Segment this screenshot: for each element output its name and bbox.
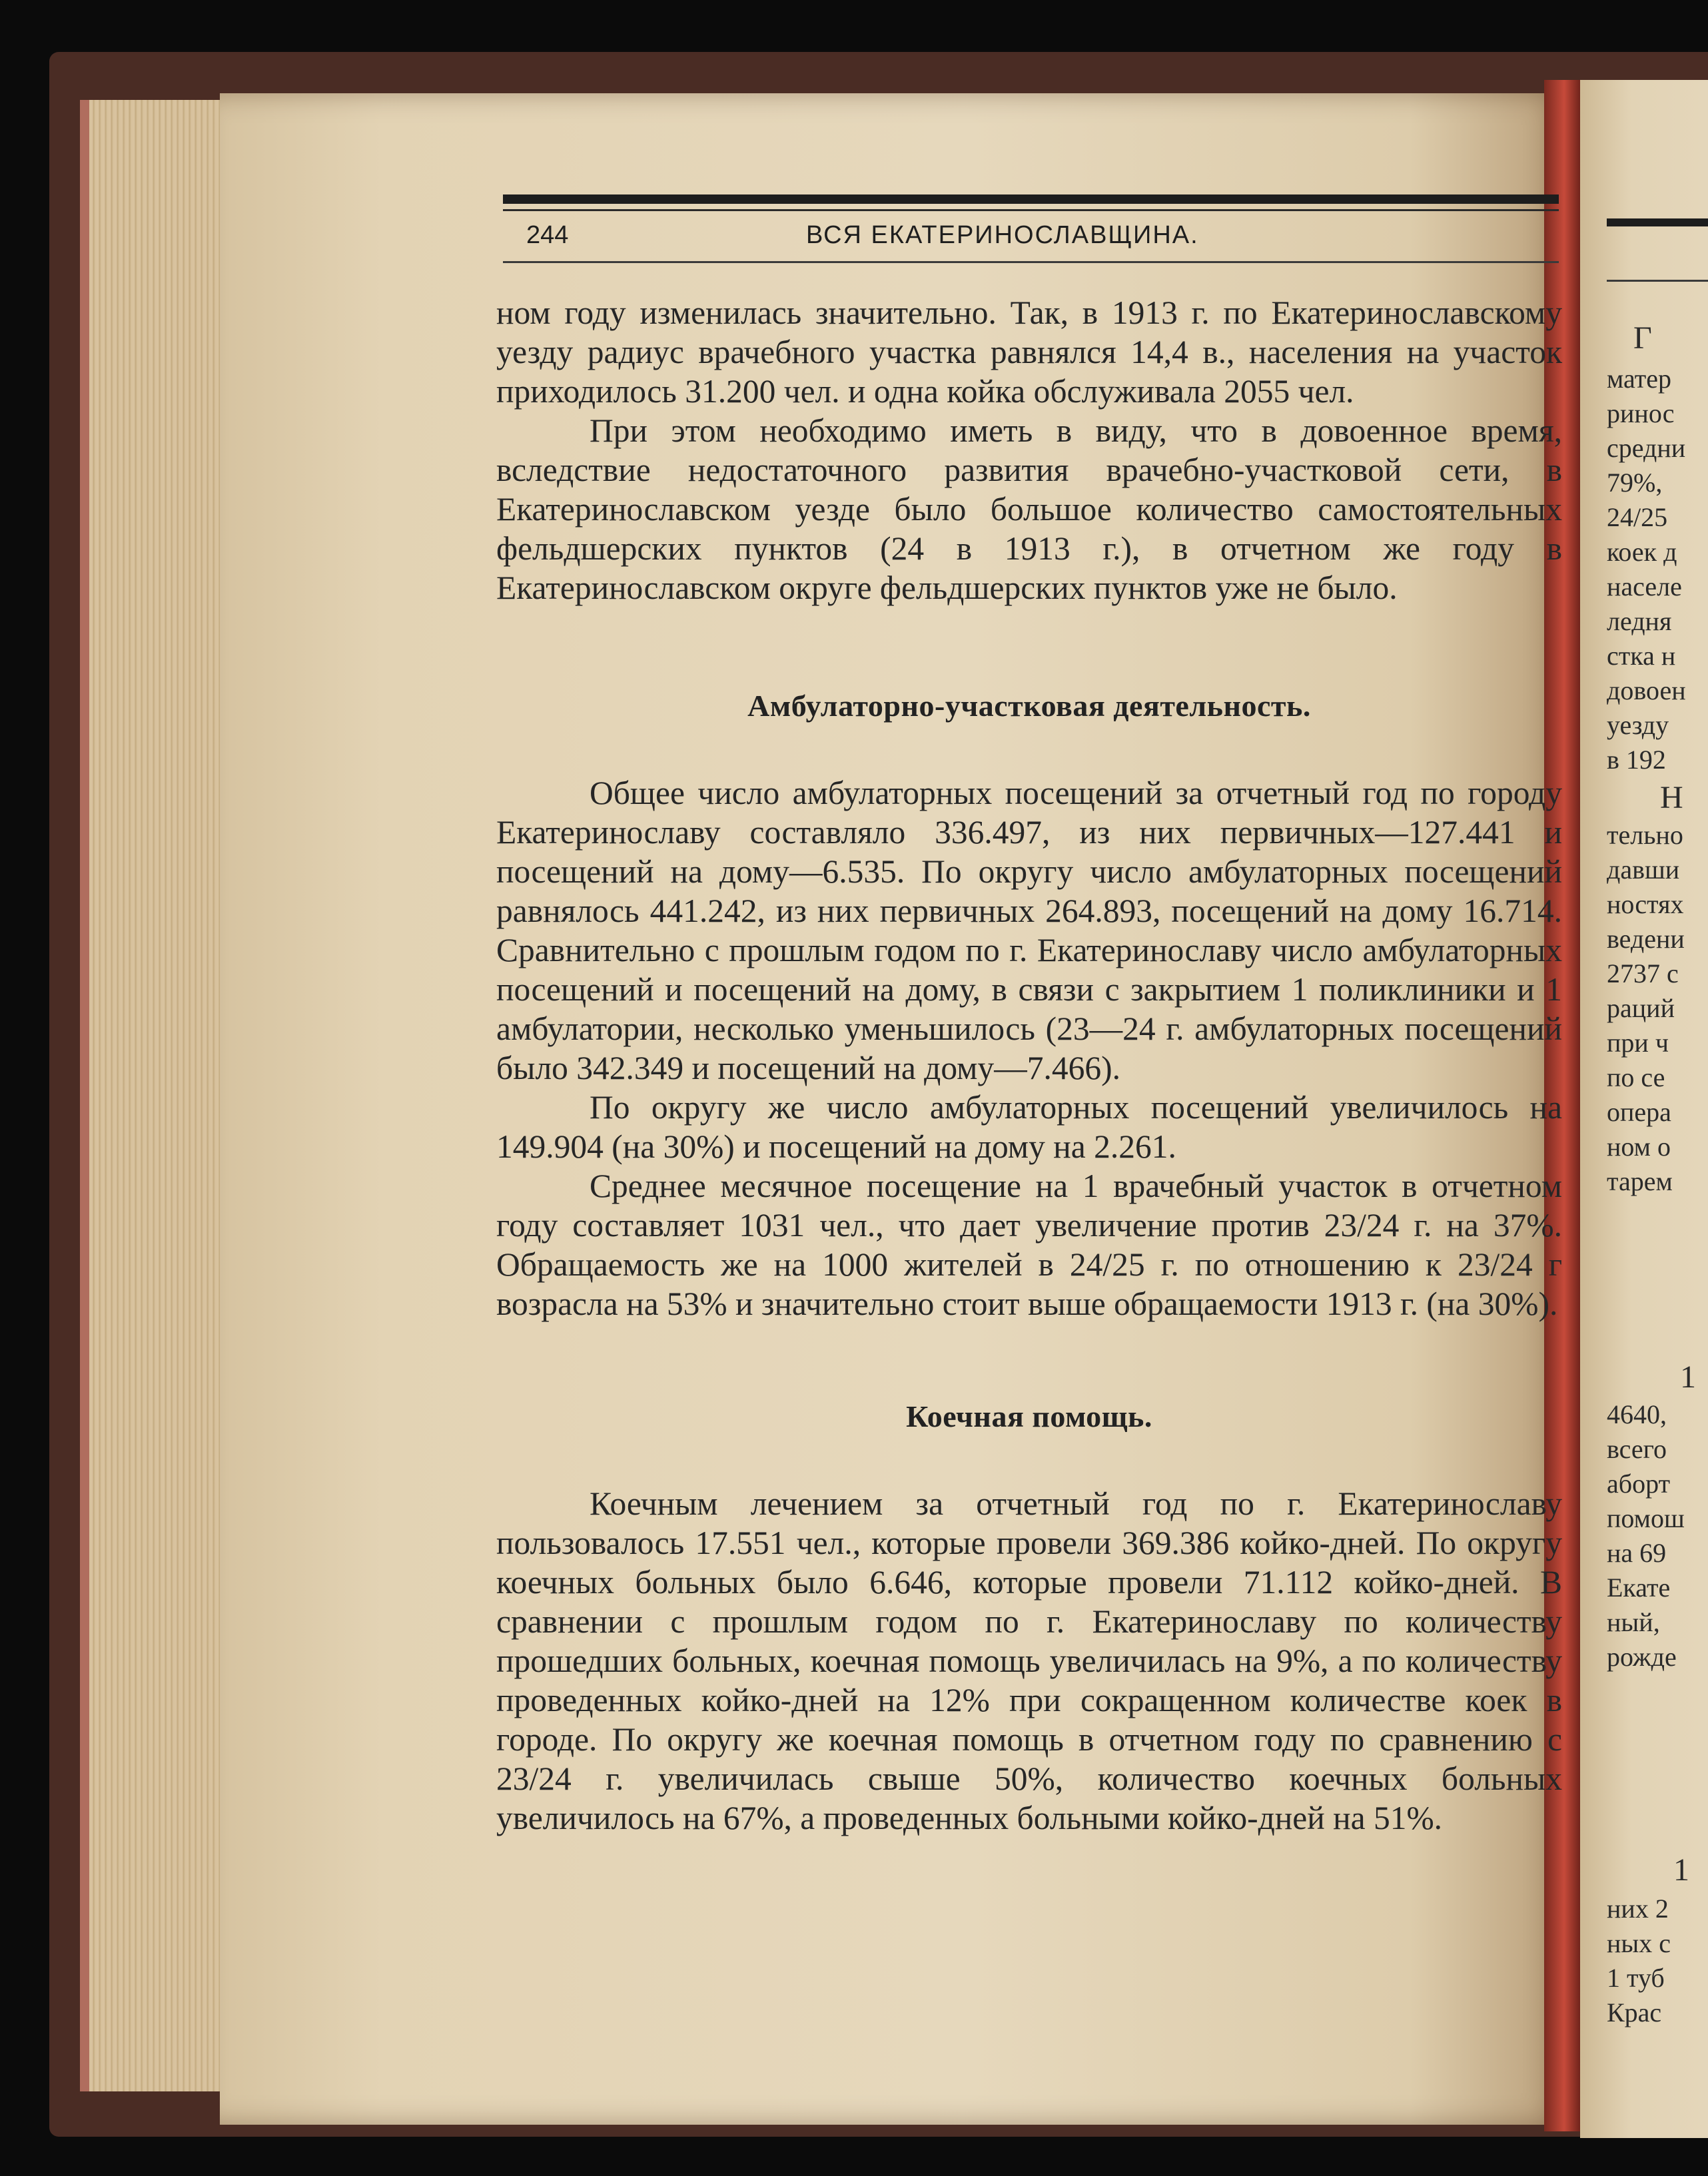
right-page-line: стка н bbox=[1607, 641, 1676, 671]
right-page-line: ных с bbox=[1607, 1928, 1671, 1958]
section-heading-ambulatory: Амбулаторно-участковая деятельность. bbox=[747, 689, 1311, 723]
right-page-line: 79%, bbox=[1607, 468, 1663, 498]
section-heading-bed-care: Коечная помощь. bbox=[906, 1399, 1152, 1433]
header-rule-thin bbox=[503, 209, 1559, 211]
right-page-line: в 192 bbox=[1607, 745, 1666, 775]
page-number: 244 bbox=[526, 221, 569, 249]
right-page-line: тарем bbox=[1607, 1166, 1673, 1196]
right-page-line: тельно bbox=[1607, 820, 1683, 850]
right-page-line: аборт bbox=[1607, 1469, 1671, 1499]
right-page-line: Екате bbox=[1607, 1573, 1671, 1603]
right-page-line: населе bbox=[1607, 571, 1682, 601]
right-page-line: ный, bbox=[1607, 1607, 1660, 1637]
right-page-line: ведени bbox=[1607, 924, 1685, 954]
right-page-line: уезду bbox=[1607, 710, 1669, 740]
right-page-line: Крас bbox=[1607, 1997, 1662, 2027]
right-page-line: них 2 bbox=[1607, 1894, 1669, 1924]
paragraph: По округу же число амбулаторных посещений увеличилось на 149.904 (на 30%) и посещений на дому на 2.261. bbox=[496, 1089, 1562, 1165]
right-page-header-rule bbox=[1607, 218, 1708, 226]
right-page-line: при ч bbox=[1607, 1028, 1669, 1058]
right-page-line: 4640, bbox=[1607, 1399, 1667, 1429]
right-page-line: давши bbox=[1607, 855, 1680, 885]
paragraph: ном году изменилась значительно. Так, в 1913 г. по Екатеринославскому уезду радиус врачебного участка равнялся 14,4 в., населения на участок приходилось 31.200 чел. и одна койка обслуживала 2055 чел. bbox=[496, 294, 1562, 410]
paragraph: Коечным лечением за отчетный год по г. Екатеринославу пользовалось 17.551 чел., которые провели 369.386 койко-дней. По округу коечных больных было 6.646, которые провели 71.112 койко-дней. В сравнении с прошлым годом по г. Екатеринославу по количеству прошедших больных, коечная помощь увеличилась на 9%, а по количеству проведенных койко-дней на 12% при сокращенном количестве коек в городе. По округу же коечная помощь в отчетном году по сравнению с 23/24 г. увеличилась свыше 50%, количество коечных больных увеличилось на 67%, а проведенных больными койко-дней на 51%. bbox=[496, 1485, 1562, 1836]
right-page-line: помош bbox=[1607, 1503, 1685, 1533]
right-page-line: средни bbox=[1607, 433, 1686, 463]
paragraph: При этом необходимо иметь в виду, что в довоенное время, вследствие недостаточного развития врачебно-участковой сети, в Екатеринославском уезде было большое количество самостоятельных фельдшерских пунктов (24 в 1913 г.), в отчетном же году в Екатеринославском округе фельдшерских пунктов уже не было. bbox=[496, 412, 1562, 606]
right-page-line: довоен bbox=[1607, 675, 1686, 705]
right-page-line: 1 bbox=[1680, 1359, 1696, 1395]
right-page-line: всего bbox=[1607, 1434, 1667, 1464]
header-rule-thick bbox=[503, 194, 1559, 204]
right-page-line: Г bbox=[1633, 320, 1652, 356]
right-page bbox=[1580, 80, 1708, 2138]
right-page-line: на 69 bbox=[1607, 1538, 1667, 1568]
right-page-line: 1 bbox=[1673, 1852, 1689, 1888]
right-page-line: 24/25 bbox=[1607, 502, 1668, 532]
right-page-line: 2737 с bbox=[1607, 958, 1679, 988]
right-page-line: ледня bbox=[1607, 606, 1672, 636]
right-page-header-thin-rule bbox=[1607, 280, 1708, 282]
paragraph: Среднее месячное посещение на 1 врачебный участок в отчетном году составляет 1031 чел., что дает увеличение против 23/24 г. на 37%. Обращаемость же на 1000 жителей в 24/25 г. по отношению к 23/24 г возрасла на 53% и значительно стоит выше обращаемости 1913 г. (на 30%). bbox=[496, 1168, 1562, 1322]
header-underline bbox=[503, 261, 1559, 263]
right-page-line: ностях bbox=[1607, 889, 1684, 919]
right-page-line: ном о bbox=[1607, 1132, 1671, 1162]
right-page-line: 1 туб bbox=[1607, 1963, 1665, 1993]
right-page-line: рожде bbox=[1607, 1642, 1677, 1672]
right-page-line: коек д bbox=[1607, 537, 1677, 567]
right-page-line: Н bbox=[1660, 780, 1683, 815]
right-page-line: матер bbox=[1607, 364, 1671, 394]
running-title: ВСЯ ЕКАТЕРИНОСЛАВЩИНА. bbox=[806, 221, 1199, 249]
right-page-line: раций bbox=[1607, 993, 1675, 1023]
right-page-line: ринос bbox=[1607, 398, 1675, 428]
right-page-line: по се bbox=[1607, 1062, 1665, 1092]
body-text bbox=[496, 293, 1562, 1838]
right-page-line: опера bbox=[1607, 1097, 1671, 1127]
paragraph: Общее число амбулаторных посещений за отчетный год по городу Екатеринославу составляло 336.497, из них первичных—127.441 и посещений на дому—6.535. По округу число амбулаторных посещений равнялось 441.242, из них первичных 264.893, посещений на дому 16.714. Сравнительно с прошлым годом по г. Екатеринославу число амбулаторных посещений и посещений на дому, в связи с закрытием 1 поликлиники и 1 амбулатории, несколько уменьшилось (23—24 г. амбулаторных посещений было 342.349 и посещений на дому—7.466). bbox=[496, 775, 1562, 1086]
